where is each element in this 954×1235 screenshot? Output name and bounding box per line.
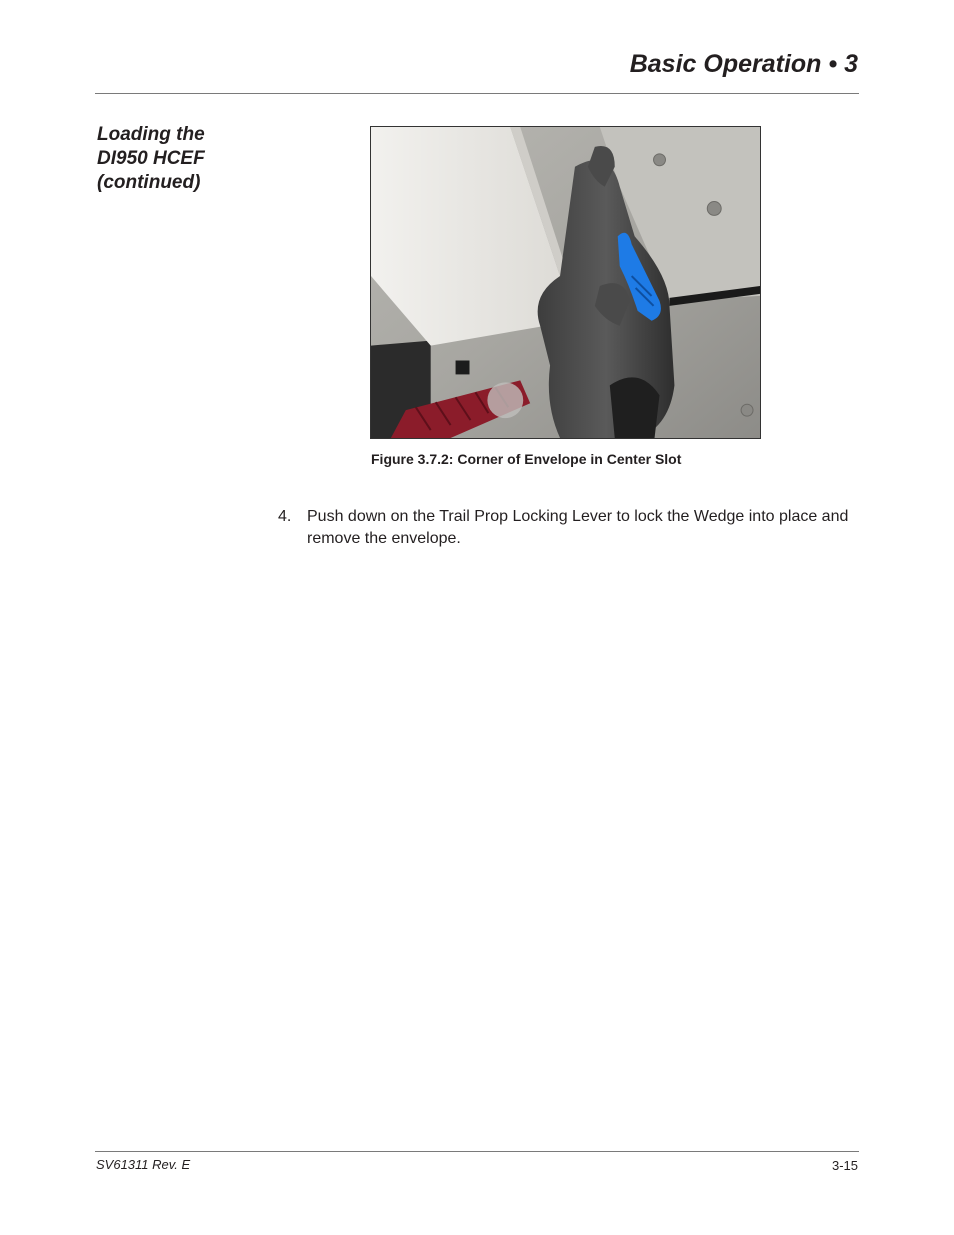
page-header-title: Basic Operation • 3 bbox=[629, 50, 858, 78]
figure-photo bbox=[370, 126, 761, 439]
footer-rule bbox=[95, 1151, 859, 1152]
envelope-feeder-photo bbox=[371, 127, 760, 438]
section-heading-line: (continued) bbox=[97, 172, 201, 193]
step-number: 4. bbox=[278, 508, 292, 525]
figure-caption: Figure 3.7.2: Corner of Envelope in Center Slot bbox=[371, 451, 682, 467]
header-rule bbox=[95, 93, 859, 94]
footer-doc-id: SV61311 Rev. E bbox=[96, 1157, 191, 1172]
step-text: Push down on the Trail Prop Locking Lever to lock the Wedge into place and remove the envelope. bbox=[307, 508, 849, 547]
section-heading bbox=[97, 123, 267, 195]
section-heading-line: DI950 HCEF bbox=[97, 148, 205, 169]
footer-page-number: 3-15 bbox=[831, 1158, 858, 1173]
section-heading-line: Loading the bbox=[97, 124, 205, 145]
